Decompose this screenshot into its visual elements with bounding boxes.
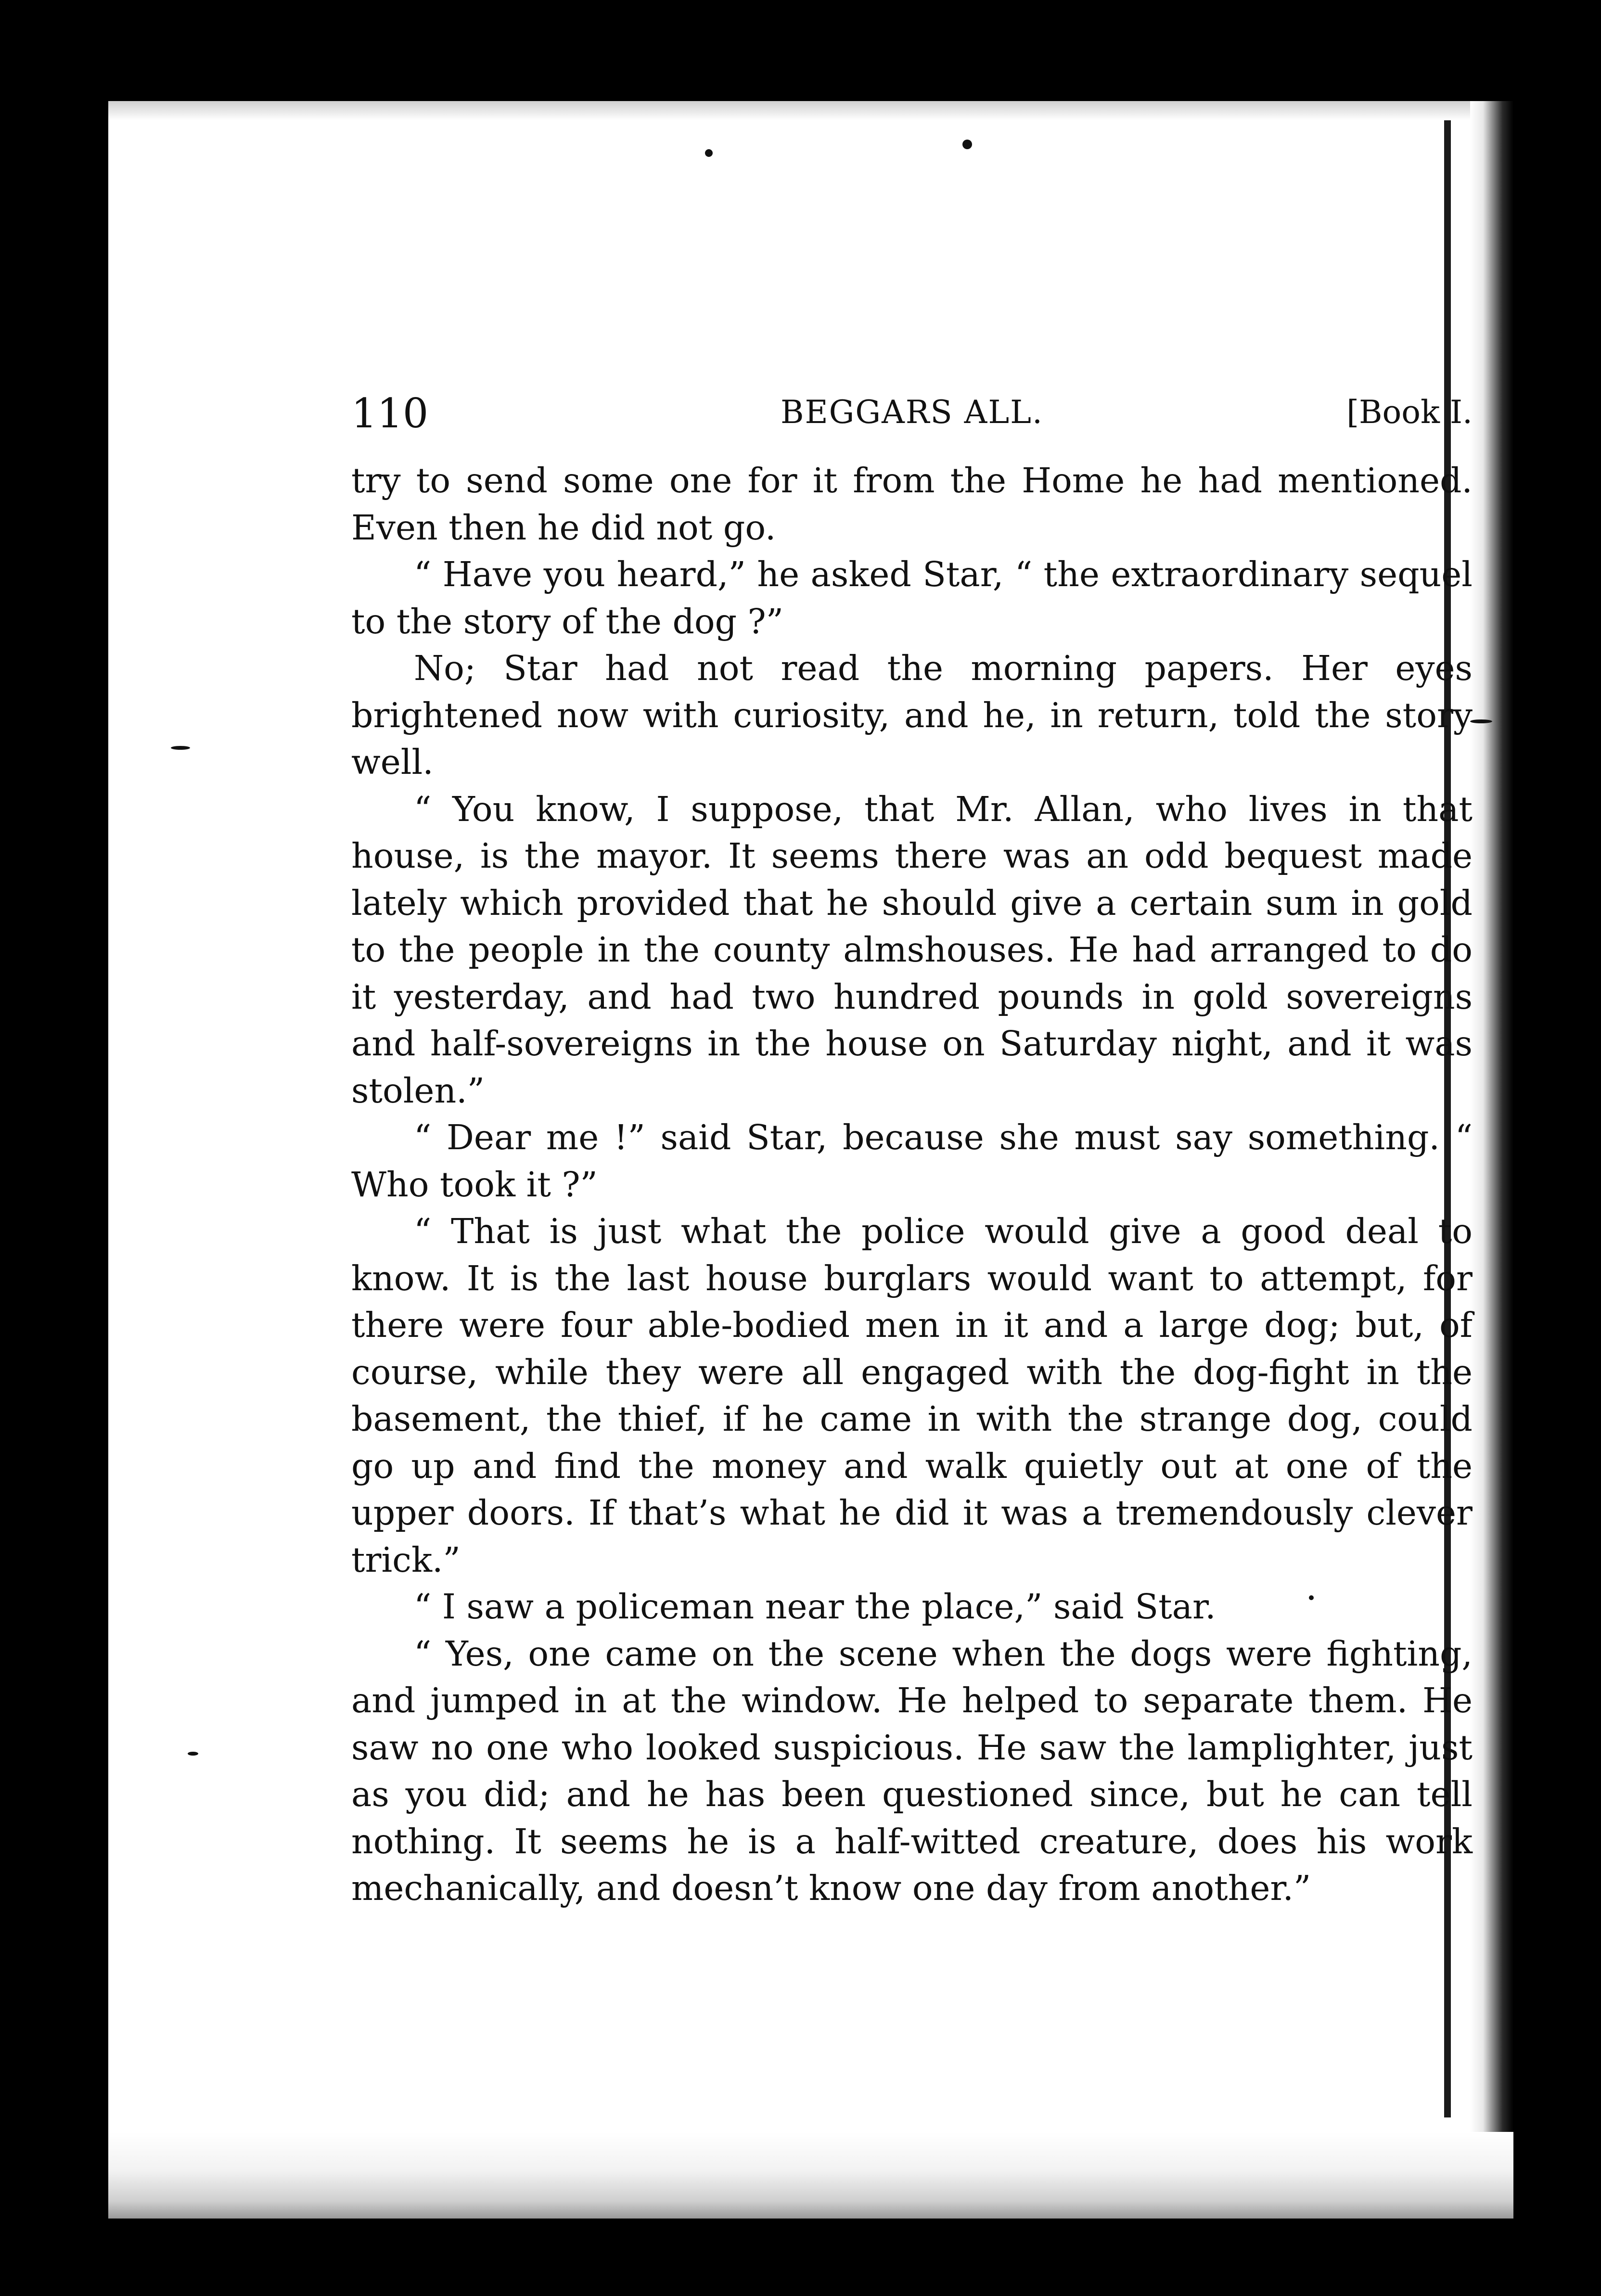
text-block (351, 385, 1473, 1912)
ink-speck (171, 746, 190, 750)
book-label: [Book I. (1346, 394, 1473, 431)
paragraph: try to send some one for it from the Home he had mentioned. Even then he did not go. (351, 461, 1473, 548)
paragraph: “ Dear me !” said Star, because she must say something. “ Who took it ?” (351, 1117, 1473, 1205)
ink-speck (188, 1752, 198, 1756)
page-spine-edge (1470, 101, 1513, 2219)
paragraph: “ I saw a policeman near the place,” said Star. (414, 1587, 1216, 1627)
ink-speck (705, 149, 713, 157)
paragraph: “ Have you heard,” he asked Star, “ the extraordinary sequel to the story of the dog ?” (351, 554, 1473, 641)
running-head (351, 385, 1473, 457)
paragraph: “ Yes, one came on the scene when the dogs were fighting, and jumped in at the window. He helped to separate them. He saw no one who looked suspicious. He saw the lamplighter, just as you did; and he has been questioned since, but he can tell nothing. It seems he is a half-witted creature, does his work mechanically, and doesn’t know one day from another.” (351, 1633, 1473, 1908)
paragraph: “ That is just what the police would give a good deal to know. It is the last house burglars would want to attempt, for there were four able-bodied men in it and a large dog; but, of course, while they were all engaged with the dog-fight in the basement, the thief, if he came in with the strange dog, could go up and find the money and walk quietly out at one of the upper doors. If that’s what he did it was a tremendously clever trick.” (351, 1211, 1473, 1580)
ink-speck (962, 140, 972, 149)
paragraph: “ You know, I suppose, that Mr. Allan, who lives in that house, is the mayor. It seems there was an odd bequest made lately which provided that he should give a certain sum in gold to the people in the county almshouses. He had arranged to do it yesterday, and had two hundred pounds in gold sovereigns and half-sovereigns in the house on Saturday night, and it was stolen.” (351, 789, 1473, 1111)
running-title: BEGGARS ALL. (781, 394, 1043, 431)
ink-speck (1470, 719, 1492, 723)
page-number: 110 (351, 390, 429, 437)
paragraph: No; Star had not read the morning papers. Her eyes brightened now with curiosity, and he, in return, told the story well. (351, 648, 1473, 782)
page-bottom-edge (108, 2132, 1513, 2219)
scanned-page (108, 101, 1513, 2219)
page-top-edge (108, 101, 1513, 120)
